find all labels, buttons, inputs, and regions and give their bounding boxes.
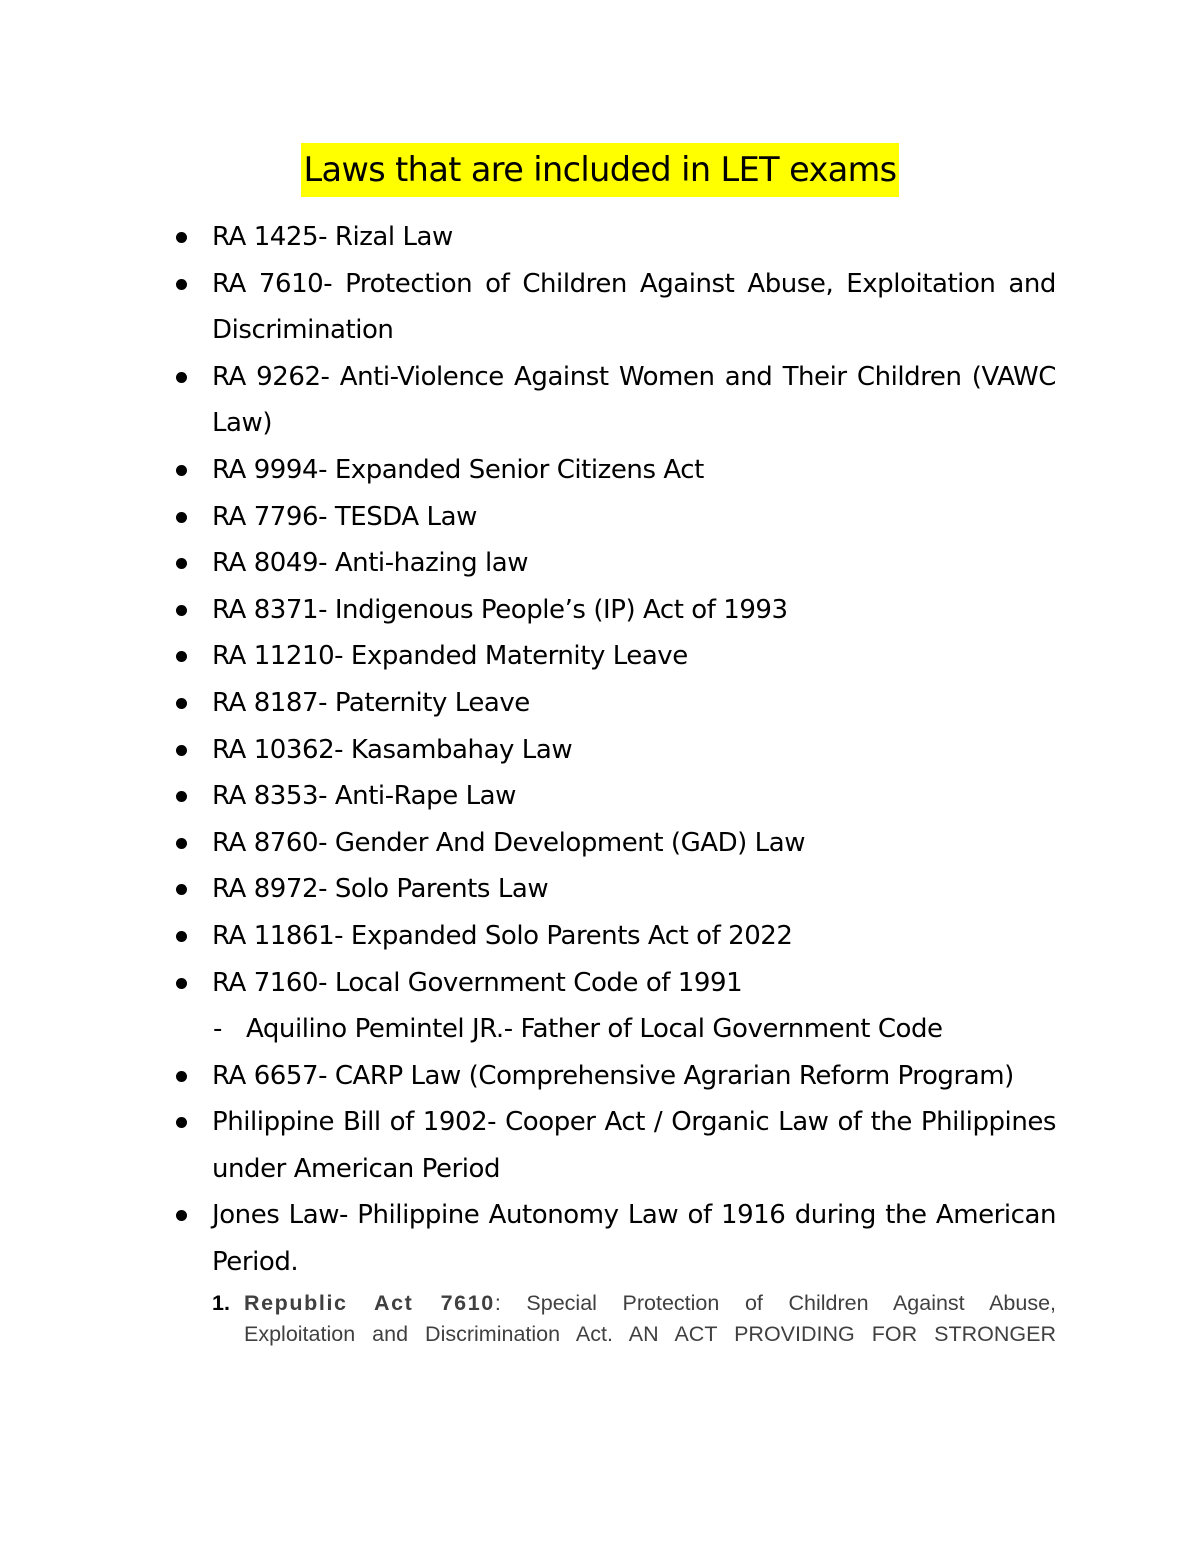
bullet-icon	[176, 605, 187, 616]
law-text: RA 8187- Paternity Leave	[212, 687, 530, 718]
law-item-ra8187	[170, 680, 1056, 727]
bullet-icon	[176, 698, 187, 709]
law-text: RA 11210- Expanded Maternity Leave	[212, 641, 688, 672]
numbered-item-ra7610	[170, 1288, 1056, 1350]
law-text: RA 11861- Expanded Solo Parents Act of 2022	[212, 920, 793, 951]
law-text: RA 7796- TESDA Law	[212, 501, 477, 532]
bullet-icon	[176, 1117, 187, 1128]
law-item-jones-law	[170, 1192, 1056, 1285]
law-text: RA 8353- Anti-Rape Law	[212, 781, 516, 812]
bullet-icon	[176, 1210, 187, 1221]
bullet-icon	[176, 1071, 187, 1082]
bullet-icon	[176, 978, 187, 989]
numbered-item-line-1	[244, 1288, 1056, 1319]
bullet-icon	[176, 372, 187, 383]
list-number: 1.	[212, 1290, 230, 1315]
law-text: Jones Law- Philippine Autonomy Law of 1916 during the American Period.	[212, 1200, 1056, 1278]
law-text: RA 8049- Anti-hazing law	[212, 548, 529, 579]
law-text: Philippine Bill of 1902- Cooper Act / Organic Law of the Philippines under American Period	[212, 1107, 1056, 1184]
bullet-icon	[176, 232, 187, 243]
numbered-item-line-2: Exploitation and Discrimination Act. AN ACT PROVIDING FOR STRONGER	[244, 1321, 1056, 1346]
law-text: RA 7160- Local Government Code of 1991	[212, 967, 743, 998]
law-item-ra8972	[170, 866, 1056, 913]
law-item-ra1425	[170, 214, 1056, 261]
law-item-ra9262	[170, 354, 1056, 447]
law-text: RA 1425- Rizal Law	[212, 222, 453, 252]
bullet-icon	[176, 279, 187, 290]
law-text: RA 10362- Kasambahay Law	[212, 734, 573, 765]
law-item-ra7610	[170, 261, 1056, 354]
law-item-ra6657	[170, 1053, 1056, 1100]
law-item-ra8049	[170, 540, 1056, 587]
law-text: RA 9262- Anti-Violence Against Women and Their Children (VAWC Law)	[212, 361, 1056, 439]
law-item-ra11861	[170, 913, 1056, 960]
bullet-icon	[176, 558, 187, 569]
bullet-icon	[176, 931, 187, 942]
law-text: RA 9994- Expanded Senior Citizens Act	[212, 454, 704, 485]
law-item-ra8371	[170, 587, 1056, 634]
document-title: Laws that are included in LET exams	[301, 143, 898, 197]
law-item-ra9994	[170, 447, 1056, 494]
act-description-start: : Special Protection of Children Against Abuse,	[494, 1290, 1057, 1315]
sub-item-pimentel	[170, 1006, 1056, 1053]
bullet-icon	[176, 884, 187, 895]
bullet-icon	[176, 838, 187, 849]
bullet-icon	[176, 651, 187, 662]
bullet-icon	[176, 791, 187, 802]
bullet-icon	[176, 512, 187, 523]
law-item-ra8760	[170, 820, 1056, 867]
law-text: RA 7610- Protection of Children Against Abuse, Exploitation and Discrimination	[212, 268, 1056, 346]
bullet-icon	[176, 465, 187, 476]
law-item-ra11210	[170, 633, 1056, 680]
bullet-icon	[176, 745, 187, 756]
numbered-item-text	[212, 1288, 1056, 1350]
law-item-ra8353	[170, 773, 1056, 820]
law-text: RA 8371- Indigenous People’s (IP) Act of 1993	[212, 594, 788, 625]
law-item-ra10362	[170, 727, 1056, 774]
law-list	[170, 214, 1056, 1350]
law-item-philippine-bill	[170, 1099, 1056, 1192]
law-item-ra7796	[170, 494, 1056, 541]
law-text: RA 8760- Gender And Development (GAD) Law	[212, 827, 806, 858]
sub-item-text: Aquilino Pemintel JR.- Father of Local Government Code	[246, 1014, 943, 1045]
dash-marker: -	[213, 1014, 222, 1045]
law-item-ra7160	[170, 960, 1056, 1007]
law-text: RA 6657- CARP Law (Comprehensive Agrarian Reform Program)	[212, 1060, 1014, 1091]
law-text: RA 8972- Solo Parents Law	[212, 874, 549, 905]
act-title: Republic Act 7610	[244, 1290, 495, 1315]
title-wrapper	[0, 143, 1200, 197]
